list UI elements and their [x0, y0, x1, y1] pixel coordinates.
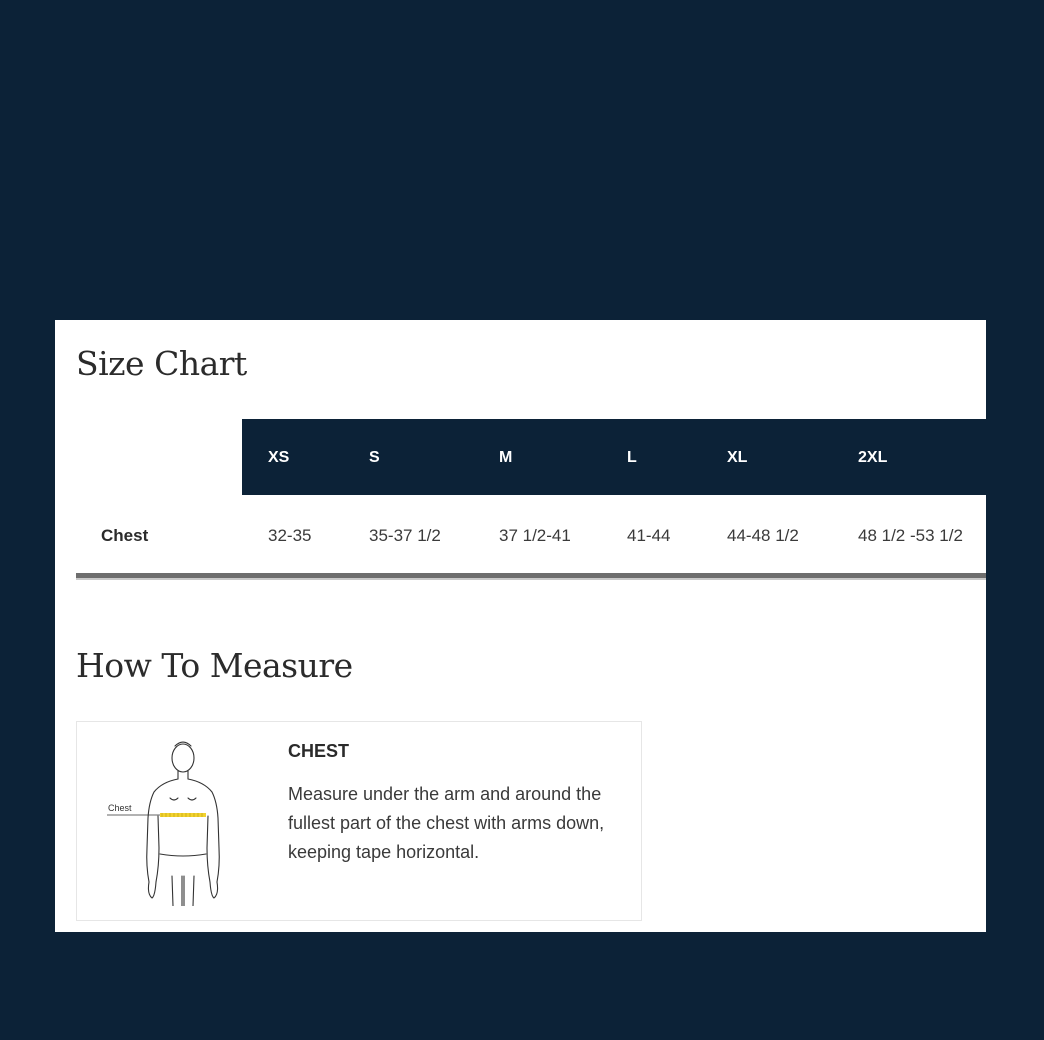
how-to-measure-title: How To Measure [76, 646, 353, 685]
size-chart-panel [55, 320, 986, 932]
chest-value-xl: 44-48 1/2 [727, 526, 799, 545]
size-header-2xl: 2XL [858, 449, 888, 466]
chest-value-2xl: 48 1/2 -53 1/2 [858, 526, 963, 545]
size-header-s: S [369, 449, 380, 466]
size-chart-title: Size Chart [76, 344, 247, 383]
measure-card-description: Measure under the arm and around the fullest part of the chest with arms down, keeping tape horizontal. [288, 784, 605, 862]
chest-value-xs: 32-35 [268, 526, 312, 545]
chest-measurement-illustration [102, 736, 264, 906]
chest-value-s: 35-37 1/2 [369, 526, 441, 545]
measure-card-chest [76, 721, 642, 921]
size-header-m: M [499, 449, 513, 466]
size-header-l: L [627, 449, 637, 466]
size-header-row [242, 419, 986, 495]
table-bottom-divider [76, 573, 986, 580]
size-header-xs: XS [268, 449, 290, 466]
chest-value-m: 37 1/2-41 [499, 526, 571, 545]
body-outline-icon [147, 742, 220, 906]
measure-card-title: CHEST [288, 741, 350, 761]
measuring-tape-icon [160, 813, 206, 817]
row-label-chest: Chest [101, 526, 149, 545]
chest-value-l: 41-44 [627, 526, 671, 545]
chest-figure-label: Chest [108, 803, 132, 813]
size-header-xl: XL [727, 449, 748, 466]
